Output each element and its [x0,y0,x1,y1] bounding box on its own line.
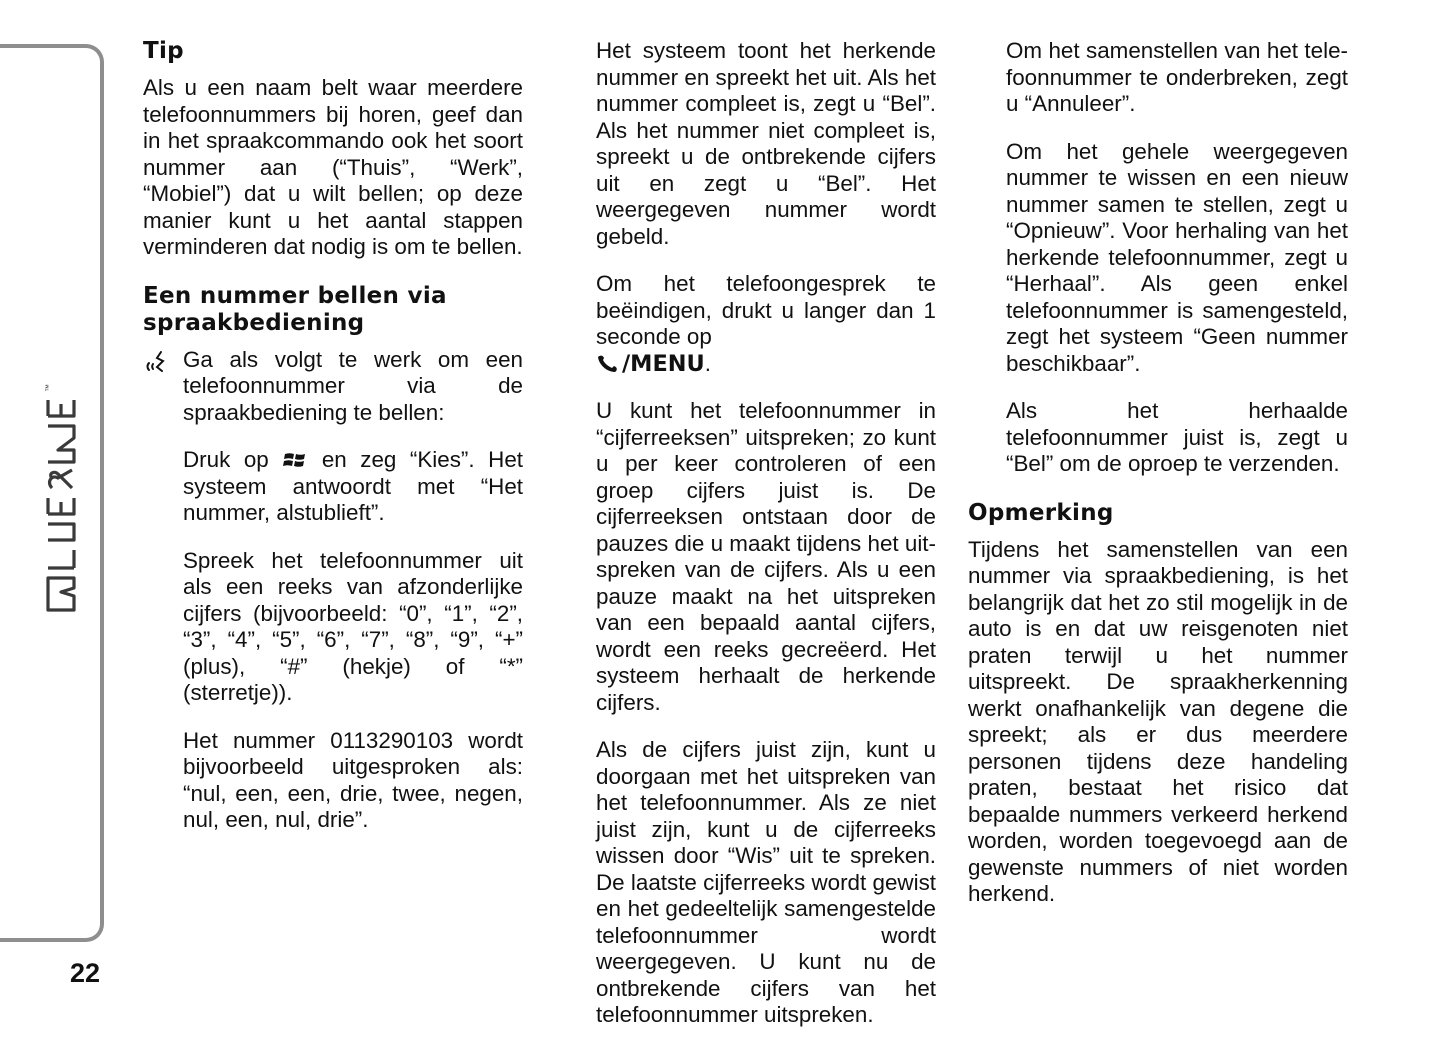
intro-text: Ga als volgt te werk om een telefoonnummer via de spraakbediening te bellen: [183,346,523,425]
page-number: 22 [70,958,101,988]
voice-command-icon [143,349,171,377]
end-call-text: Om het telefoongesprek te beëindigen, drukt u langer dan 1 seconde op [596,271,936,349]
intro-paragraph [143,347,523,427]
windows-key-icon [282,450,308,470]
middle-paragraph-2 [596,271,936,377]
middle-paragraph-4: Als de cijfers juist zijn, kunt u doorgaan met het uitspreken van het telefoonnummer. Als ze niet juist zijn, kunt u de cijferreeks wissen door “Wis” uit te spreken. De laatste cijferreeks wordt gewist en het gedeeltelijk samengestelde telefoonnummer wordt weergegeven. U kunt nu de ontbrekende cijfers van het telefoonnummer uitspreken. [596,737,936,1027]
right-paragraph-2: Om het gehele weergegeven nummer te wissen en een nieuw nummer samen te stellen, zegt u “Opnieuw”. Voor herhaling van het herkende telefoonnummer, zegt u “Herhaal”. Als geen enkel telefoonnummer is samengesteld, zegt het systeem “Geen nummer beschikbaar”. [1006,138,1348,376]
step-1-text-before: Druk op [183,447,269,472]
phone-handset-icon [596,353,622,373]
step-2: Spreek het telefoonnummer uit als een reeks van afzonderlijke cijfers (bijvoorbeeld: “0”, “1”, “2”, “3”, “4”, “5”, “6”, “7”, “8”, “9”, “+” (plus), “#” (hekje) of “*” (sterretje)). [183,547,523,705]
step-1-text-after: en zeg “Kies”. Het systeem antwoordt met “Het nummer, alstublieft”. [183,447,523,525]
step-3: Het nummer 0113290103 wordt bijvoorbeeld uitgesproken als: “nul, een, een, drie, twee, negen, nul, een, nul, drie”. [183,727,523,832]
end-call-period: . [704,350,711,376]
svg-text:™: ™ [44,384,53,392]
section-heading: Een nummer bellen via spraakbediening [143,282,447,336]
middle-paragraph-1: Het systeem toont het herkende nummer en spreekt het uit. Als het nummer compleet is, zegt u “Bel”. Als het nummer niet compleet is, spreekt u de ontbrekende cijfers uit en zegt u “Bel”. Het weergegeven nummer wordt gebeld. [596,38,936,249]
note-text: Tijdens het samenstellen van een nummer via spraakbediening, is het belangrijk dat het zo stil mogelijk in de auto is en dat uw reisgenoten niet praten terwijl u het nummer uitspreekt. De spraakherkenning werkt onafhankelijk van degene die spreekt; als er dus meerdere personen tijdens deze handeling praten, bestaat het risico dat bepaalde nummers verkeerd herkend worden, worden toegevoegd aan de gewenste nummers of niet worden herkend. [968,536,1348,906]
brand-logo [44,378,78,614]
column-middle [596,38,936,1050]
middle-paragraph-3: U kunt het telefoonnummer in “cijferreeksen” uitspreken; zo kunt u per keer controleren of een groep cijfers juist is. De cijferreeksen ontstaan door de pauzes die u maakt tijdens het uitspreken van de cijfers. Als u een pauze maakt na het uitspreken van een bepaald aantal cijfers, wordt een reeks gecreëerd. Het systeem herhaalt de herkende cijfers. [596,398,936,715]
menu-key-label: /MENU [622,350,705,377]
column-right [968,38,1348,929]
tip-text: Als u een naam belt waar meerdere telefoonnummers bij horen, geef dan in het spraakcommando ook het soort nummer aan (“Thuis”, “Werk”, “Mobiel”) dat u wilt bellen; op deze manier kunt u het aantal stappen verminderen dat nodig is om te bellen. [143,75,523,259]
right-paragraph-1: Om het samenstellen van het telefoonnummer te onderbreken, zegt u “Annuleer”. [1006,38,1348,116]
column-left [143,38,523,855]
tip-heading: Tip [143,38,184,64]
right-paragraph-3: Als het herhaalde telefoonnummer juist is, zegt u “Bel” om de oproep te verzenden. [1006,398,1348,476]
note-heading: Opmerking [968,499,1114,526]
step-1 [183,447,523,527]
